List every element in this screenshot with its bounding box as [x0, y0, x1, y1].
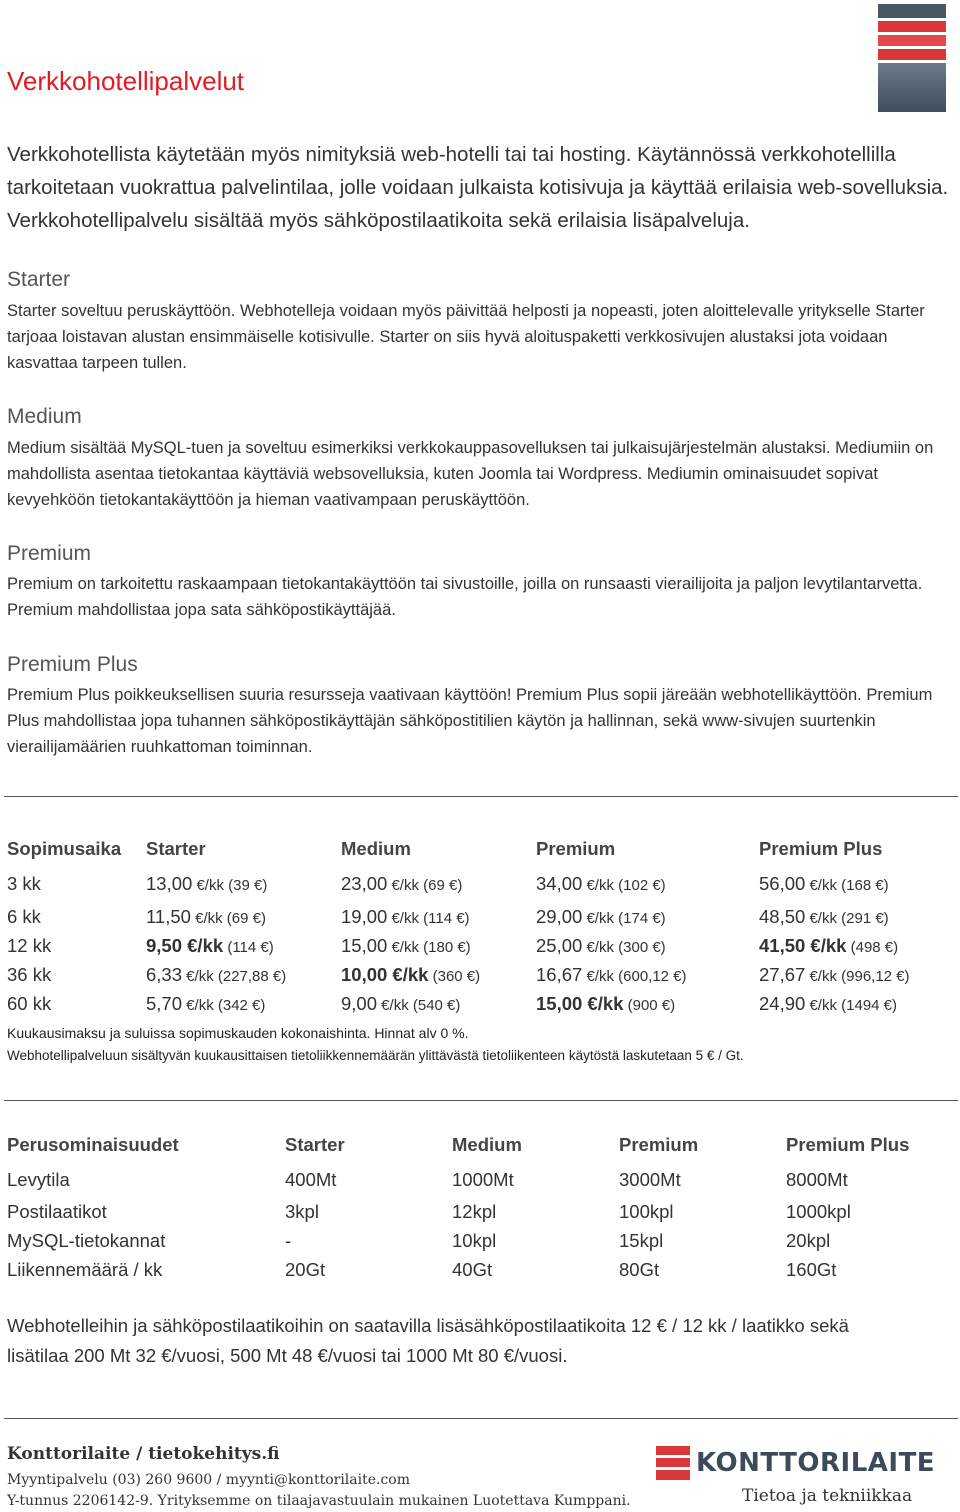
- feature-value: 20kpl: [786, 1229, 831, 1251]
- feature-value: 1000Mt: [452, 1168, 514, 1190]
- section-text-starter: Starter soveltuu peruskäyttöön. Webhotelleja voidaan myös päivittää helposti ja nopeasti, joten aloittelevalle yritykselle Starter tarjoaa loistavan alustan ensimmäiselle kotisivulle. Starter on siis hyvä aloituspaketti verkkosivujen alustaksi jota voidaan kasvattaa tarpeen tullen.: [7, 302, 925, 372]
- price-cell: 16,67 €/kk (600,12 €): [536, 963, 687, 985]
- intro-paragraph: Verkkohotellista käytetään myös nimityksiä web-hotelli tai tai hosting. Käytännössä verkkohotellilla tarkoitetaan vuokrattua palvelintilaa, jolle voidaan julkaista kotisivuja ja käyttää erilaisia web-sovelluksia. Verkkohotellipalvelu sisältää myös sähköpostilaatikoita sekä erilaisia lisäpalveluja.: [7, 143, 949, 232]
- features-header: Premium: [619, 1134, 699, 1155]
- price-cell: 48,50 €/kk (291 €): [759, 905, 889, 927]
- price-cell: 13,00 €/kk (39 €): [146, 873, 268, 894]
- pricing-header: Premium: [536, 838, 616, 859]
- section-text-medium: Medium sisältää MySQL-tuen ja soveltuu esimerkiksi verkkokauppasovelluksen tai julkaisujärjestelmän alustaksi. Mediumiin on mahdollista asentaa tietokantaa käyttäviä websovelluksia, kuten Joomla tai Wordpress. Mediumin ominaisuudet sopivat kevyehköön tietokantakäyttöön ja hieman vaativampaan peruskäyttöön.: [7, 439, 934, 509]
- features-header: Starter: [285, 1134, 345, 1155]
- feature-value: 80Gt: [619, 1258, 660, 1280]
- price-cell: 56,00 €/kk (168 €): [759, 873, 889, 894]
- feature-value: 12kpl: [452, 1200, 497, 1222]
- pricing-header: Sopimusaika: [7, 838, 122, 859]
- pricing-row: [7, 902, 959, 931]
- feature-value: 40Gt: [452, 1258, 493, 1280]
- section-title-premium: Premium: [7, 542, 92, 565]
- extra-services-text: Webhotelleihin ja sähköpostilaatikoihin on saatavilla lisäsähköpostilaatikoita 12 € / 12 kk / laatikko sekä lisätilaa 200 Mt 32 €/vuosi, 500 Mt 48 €/vuosi tai 1000 Mt 80 €/vuosi.: [7, 1315, 849, 1366]
- features-row: [7, 1162, 946, 1197]
- logo-tagline: Tietoa ja tekniikkaa: [742, 1486, 913, 1506]
- feature-value: 400Mt: [285, 1168, 337, 1190]
- price-cell: 41,50 €/kk (498 €): [759, 934, 899, 956]
- price-cell: 34,00 €/kk (102 €): [536, 873, 666, 894]
- price-cell: 9,00 €/kk (540 €): [341, 993, 461, 1014]
- feature-label: Liikennemäärä / kk: [7, 1258, 163, 1280]
- price-cell: 27,67 €/kk (996,12 €): [759, 963, 910, 985]
- price-cell: 9,50 €/kk (114 €): [146, 934, 274, 956]
- price-cell: 29,00 €/kk (174 €): [536, 905, 666, 927]
- price-cell: 23,00 €/kk (69 €): [341, 873, 463, 894]
- pricing-row: [7, 989, 959, 1019]
- logo-wordmark: KONTTORILAITE: [696, 1448, 936, 1478]
- features-header: Medium: [452, 1134, 522, 1155]
- feature-value: 10kpl: [452, 1229, 497, 1251]
- price-cell: 24,90 €/kk (1494 €): [759, 993, 898, 1014]
- feature-value: 20Gt: [285, 1258, 326, 1280]
- divider: [4, 796, 958, 797]
- feature-value: 160Gt: [786, 1258, 837, 1280]
- section-title-premium-plus: Premium Plus: [7, 653, 138, 676]
- pricing-row: [7, 960, 959, 989]
- footer-sales-line: Myyntipalvelu (03) 260 9600 / myynti@konttorilaite.com: [7, 1472, 411, 1488]
- feature-label: Levytila: [7, 1168, 70, 1190]
- pricing-period: 36 kk: [7, 963, 52, 985]
- section-title-medium: Medium: [7, 405, 82, 428]
- pricing-header: Premium Plus: [759, 838, 883, 859]
- price-cell: 10,00 €/kk (360 €): [341, 963, 481, 985]
- price-cell: 5,70 €/kk (342 €): [146, 993, 266, 1014]
- pricing-header: Starter: [146, 838, 206, 859]
- brand-logo-icon: [878, 4, 946, 112]
- footer-company-line: Y-tunnus 2206142-9. Yrityksemme on tilaajavastuulain mukainen Luotettava Kumppani.: [7, 1493, 631, 1509]
- features-row: [7, 1255, 946, 1284]
- pricing-row: [7, 931, 959, 960]
- traffic-note: Webhotellipalveluun sisältyvän kuukausittaisen tietoliikkennemäärän ylittävästä tietoliikenteen käytöstä laskutetaan 5 € / Gt.: [7, 1048, 744, 1063]
- price-cell: 25,00 €/kk (300 €): [536, 934, 666, 956]
- price-cell: 15,00 €/kk (180 €): [341, 934, 471, 956]
- price-cell: 6,33 €/kk (227,88 €): [146, 963, 287, 985]
- features-header: Premium Plus: [786, 1134, 910, 1155]
- feature-label: Postilaatikot: [7, 1200, 107, 1222]
- pricing-note: Kuukausimaksu ja suluissa sopimuskauden kokonaishinta. Hinnat alv 0 %.: [7, 1025, 469, 1041]
- section-title-starter: Starter: [7, 268, 71, 291]
- section-text-premium: Premium on tarkoitettu raskaampaan tietokantakäyttöön tai sivustoille, joilla on runsaasti vierailijoita ja paljon levytilantarvetta. Premium mahdollistaa jopa sata sähköpostikäyttäjää.: [7, 575, 923, 619]
- footer-brand: Konttorilaite / tietokehitys.fi: [7, 1444, 280, 1464]
- feature-value: 8000Mt: [786, 1168, 848, 1190]
- features-table: [7, 1128, 946, 1284]
- pricing-period: 12 kk: [7, 934, 52, 956]
- section-text-premium-plus: Premium Plus poikkeuksellisen suuria resursseja vaativaan käyttöön! Premium Plus sopii järeään webhotellikäyttöön. Premium Plus mahdollistaa jopa tuhannen sähköpostikäyttäjän sähköpostitilien käytön ja hallinnan, sekä www-sivujen suurtenkin vierailijamäärien ruuhkattoman toiminnan.: [7, 686, 933, 756]
- pricing-header: Medium: [341, 838, 411, 859]
- pricing-header-row: [7, 832, 959, 866]
- divider: [4, 1100, 958, 1101]
- feature-value: 100kpl: [619, 1200, 674, 1222]
- features-row: [7, 1197, 946, 1226]
- logo-mark-icon: [656, 1446, 690, 1480]
- pricing-period: 3 kk: [7, 873, 41, 894]
- footer-contact: [7, 1444, 631, 1512]
- price-cell: 19,00 €/kk (114 €): [341, 905, 470, 927]
- pricing-row: [7, 866, 959, 902]
- feature-value: -: [285, 1229, 292, 1251]
- features-row: [7, 1226, 946, 1255]
- page-title: Verkkohotellipalvelut: [7, 66, 245, 96]
- features-header: Perusominaisuudet: [7, 1134, 179, 1155]
- pricing-period: 6 kk: [7, 905, 41, 927]
- pricing-table: [7, 832, 959, 1019]
- price-cell: 11,50 €/kk (69 €): [146, 905, 266, 927]
- feature-value: 3kpl: [285, 1200, 319, 1222]
- features-header-row: [7, 1128, 946, 1162]
- pricing-period: 60 kk: [7, 993, 52, 1014]
- price-cell: 15,00 €/kk (900 €): [536, 993, 676, 1014]
- konttorilaite-logo: [656, 1446, 956, 1510]
- divider: [4, 1418, 958, 1419]
- feature-label: MySQL-tietokannat: [7, 1229, 166, 1251]
- feature-value: 15kpl: [619, 1229, 664, 1251]
- feature-value: 3000Mt: [619, 1168, 681, 1190]
- feature-value: 1000kpl: [786, 1200, 851, 1222]
